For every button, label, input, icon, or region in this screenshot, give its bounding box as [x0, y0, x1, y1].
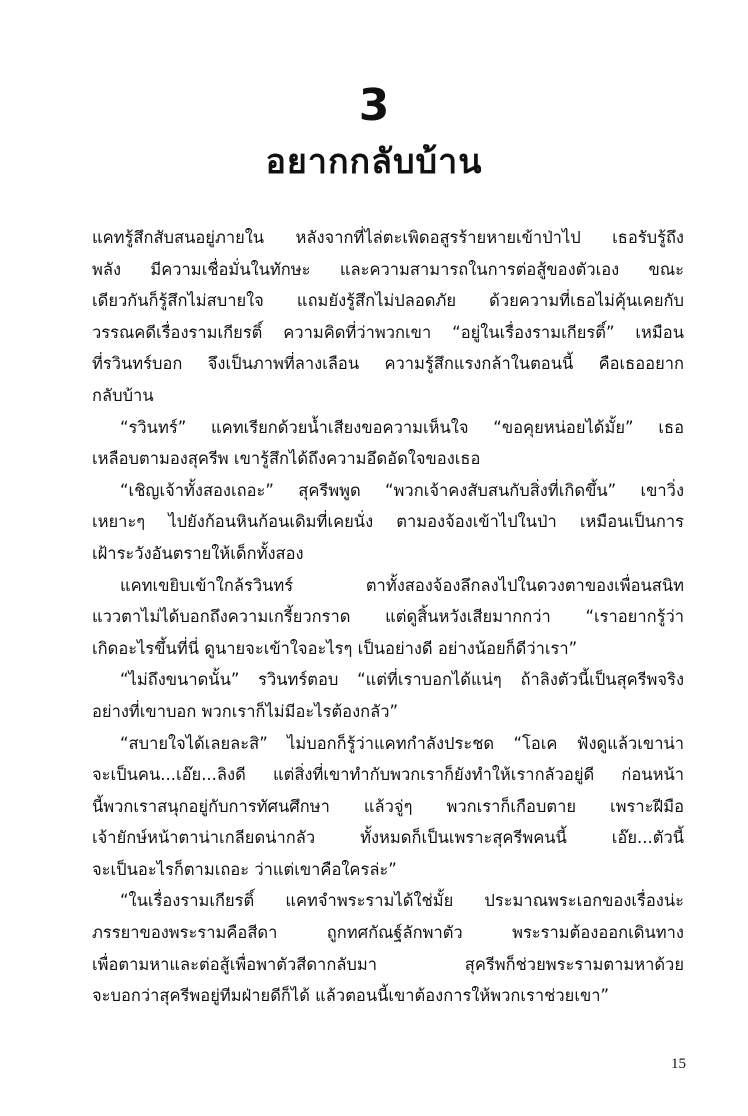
- chapter-number: 3: [358, 80, 390, 131]
- text-line: “รวินทร์” แคทเรียกด้วยน้ำเสียงขอความเห็นใจ “ขอคุยหน่อยได้มั้ย” เธอ: [120, 417, 684, 437]
- text-line: จะบอกว่าสุครีพอยู่ทีมฝ่ายดีก็ได้ แล้วตอนนี้เขาต้องการให้พวกเราช่วยเขา”: [92, 986, 610, 1006]
- paragraph: [92, 664, 684, 727]
- text-line: เหลือบตามองสุครีพ เขารู้สึกได้ถึงความอึดอัดใจของเธอ: [92, 449, 481, 469]
- text-line: เกิดอะไรขึ้นที่นี่ ดูนายจะเข้าใจอะไรๆ เป็นอย่างดี อย่างน้อยก็ดีว่าเรา”: [92, 638, 578, 658]
- text-line: แววตาไม่ได้บอกถึงความเกรี้ยวกราด แต่ดูสิ้นหวังเสียมากกว่า “เราอยากรู้ว่า: [92, 607, 684, 627]
- text-line: จะเป็นคน...เอ๊ย...ลิงดี แต่สิ่งที่เขาทำกับพวกเราก็ยังทำให้เรากลัวอยู่ดี ก่อนหน้า: [92, 765, 684, 785]
- text-line: วรรณคดีเรื่องรามเกียรติ์ ความคิดที่ว่าพวกเขา “อยู่ในเรื่องรามเกียรติ์” เหมือน: [92, 322, 684, 342]
- text-line: กลับบ้าน: [92, 385, 154, 405]
- text-line: ภรรยาของพระรามคือสีดา ถูกทศกัณฐ์ลักพาตัว พระรามต้องออกเดินทาง: [92, 923, 684, 943]
- text-line: “ในเรื่องรามเกียรติ์ แคทจำพระรามได้ใช่มั้ย ประมาณพระเอกของเรื่องน่ะ: [120, 891, 684, 911]
- text-line: ที่รวินทร์บอก จึงเป็นภาพที่ลางเลือน ความรู้สึกแรงกล้าในตอนนี้ คือเธออยาก: [92, 354, 684, 374]
- text-line: “ไม่ถึงขนาดนั้น” รวินทร์ตอบ “แต่ที่เราบอกได้แน่ๆ ถ้าลิงตัวนี้เป็นสุครีพจริง: [120, 670, 684, 690]
- text-line: นี้พวกเราสนุกอยู่กับการทัศนศึกษา แล้วจู่ๆ พวกเราก็เกือบตาย เพราะฝีมือ: [92, 796, 684, 816]
- text-line: “สบายใจได้เลยละสิ” ไม่บอกก็รู้ว่าแคทกำลังประชด “โอเค ฟังดูแล้วเขาน่า: [120, 733, 684, 753]
- chapter-title: อยากกลับบ้าน: [265, 142, 483, 182]
- paragraph: [92, 885, 684, 1011]
- text-line: เดียวกันก็รู้สึกไม่สบายใจ แถมยังรู้สึกไม่ปลอดภัย ด้วยความที่เธอไม่คุ้นเคยกับ: [92, 291, 684, 311]
- text-line: เหยาะๆ ไปยังก้อนหินก้อนเดิมที่เคยนั่ง ตามองจ้องเข้าไปในป่า เหมือนเป็นการ: [92, 512, 684, 532]
- text-line: อย่างที่เขาบอก พวกเราก็ไม่มีอะไรต้องกลัว”: [92, 701, 399, 721]
- paragraph: [92, 570, 684, 665]
- text-line: แคทรู้สึกสับสนอยู่ภายใน หลังจากที่ไล่ตะเพิดอสูรร้ายหายเข้าป่าไป เธอรับรู้ถึง: [92, 228, 684, 247]
- text-line: เพื่อตามหาและต่อสู้เพื่อพาตัวสีดากลับมา สุครีพก็ช่วยพระรามตามหาด้วย: [92, 954, 684, 974]
- text-line: เจ้ายักษ์หน้าตาน่าเกลียดน่ากลัว ทั้งหมดก็เป็นเพราะสุครีพคนนี้ เอ๊ย...ตัวนี้: [92, 828, 684, 848]
- page-number: 15: [671, 1056, 686, 1072]
- chapter-body: [92, 222, 684, 1012]
- paragraph: [92, 475, 684, 570]
- text-line: จะเป็นอะไรก็ตามเถอะ ว่าแต่เขาคือใครล่ะ”: [92, 859, 397, 879]
- paragraph: [92, 728, 684, 886]
- paragraph: [92, 222, 684, 412]
- text-line: พลัง มีความเชื่อมั่นในทักษะ และความสามารถในการต่อสู้ของตัวเอง ขณะ: [92, 259, 684, 279]
- text-line: “เชิญเจ้าทั้งสองเถอะ” สุครีพพูด “พวกเจ้าคงสับสนกับสิ่งที่เกิดขึ้น” เขาวิ่ง: [120, 480, 684, 500]
- paragraph: [92, 412, 684, 475]
- text-line: แคทเขยิบเข้าใกล้รวินทร์ ตาทั้งสองจ้องลึกลงไปในดวงตาของเพื่อนสนิท: [120, 575, 684, 595]
- text-line: เฝ้าระวังอันตรายให้เด็กทั้งสอง: [92, 543, 304, 563]
